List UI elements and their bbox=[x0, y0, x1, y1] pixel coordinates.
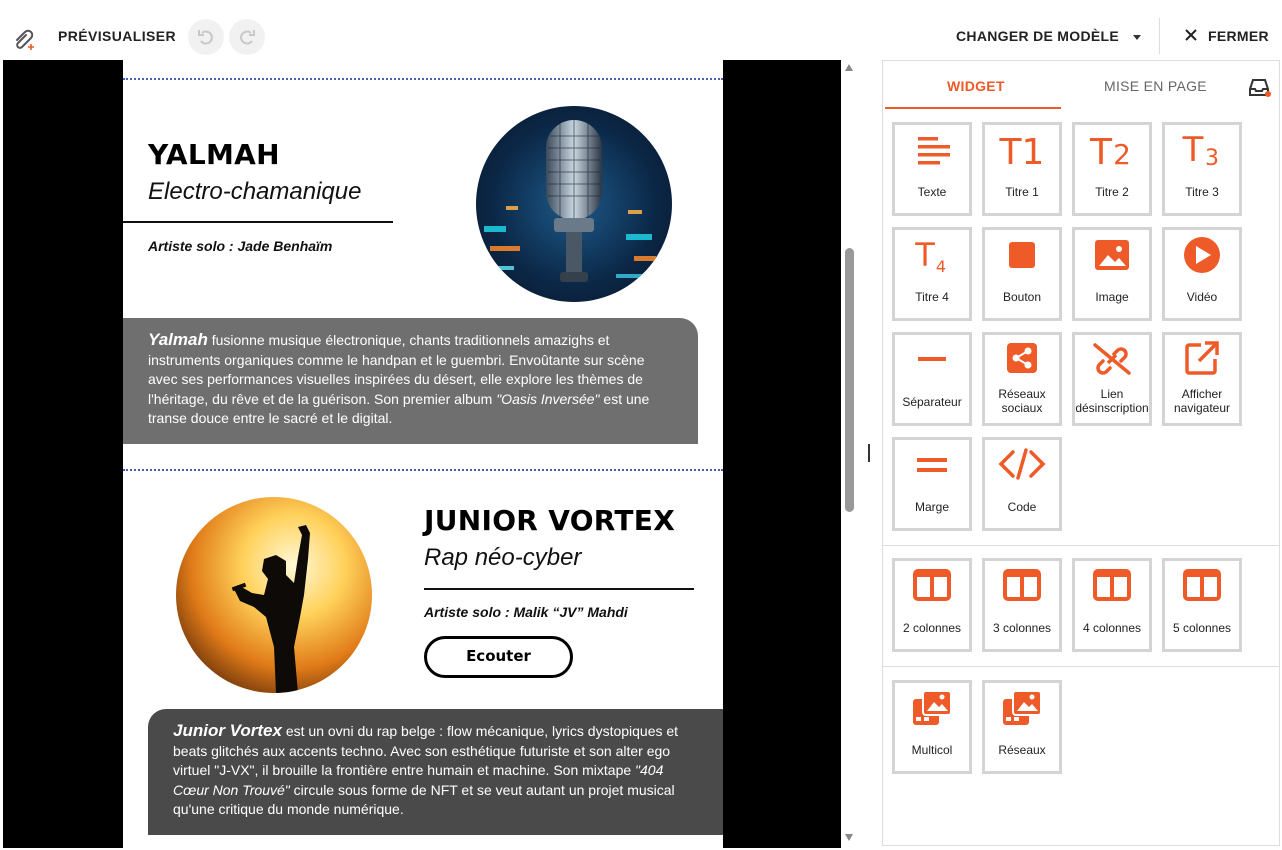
artist-1-bio-end: est une transe douce entre le sacré et le digital. bbox=[148, 390, 650, 427]
code-icon bbox=[985, 446, 1059, 482]
active-tab-indicator bbox=[885, 107, 1061, 109]
email-body[interactable] bbox=[123, 60, 723, 848]
svg-text:4: 4 bbox=[935, 257, 947, 276]
close-button[interactable]: FERMER bbox=[1208, 28, 1269, 44]
artist-1-bio-album: "Oasis Inversée" bbox=[496, 390, 600, 407]
scroll-up-icon[interactable] bbox=[845, 64, 853, 71]
panel-section-divider bbox=[883, 545, 1280, 546]
panel-resize-handle[interactable] bbox=[868, 444, 870, 462]
artist-2-bio-end: circule sous forme de NFT et se veut autant un projet musical qu'une critique du monde numérique. bbox=[173, 781, 675, 818]
editor-canvas[interactable] bbox=[3, 60, 841, 848]
chevron-down-icon[interactable] bbox=[1133, 35, 1141, 40]
widget-label: Code bbox=[1007, 500, 1037, 514]
widget-title-4[interactable] bbox=[892, 227, 972, 321]
widget-margin[interactable] bbox=[892, 437, 972, 531]
title-4-icon bbox=[895, 236, 969, 276]
widget-label: 4 colonnes bbox=[1082, 621, 1142, 635]
widget-browser-view[interactable] bbox=[1162, 332, 1242, 426]
attachment-add-icon[interactable] bbox=[10, 24, 38, 52]
widget-label: Titre 1 bbox=[1005, 185, 1039, 199]
artist-1-credit[interactable]: Artiste solo : Jade Benhaïm bbox=[148, 238, 333, 254]
widget-label: 5 colonnes bbox=[1172, 621, 1232, 635]
widget-text[interactable] bbox=[892, 122, 972, 216]
block-social[interactable] bbox=[982, 680, 1062, 774]
undo-icon bbox=[196, 27, 216, 47]
columns-icon bbox=[895, 567, 969, 603]
widget-label: Marge bbox=[914, 500, 949, 514]
gallery-icon bbox=[985, 687, 1059, 727]
artist-2-bio-text: est un ovni du rap belge : flow mécanique, lyrics dystopiques et beats glitchés aux accents techno. Avec son esthétique futuriste et son alter ego virtuel "J-VX", il brouille la frontière entre humain et machine. Son mixtape bbox=[173, 723, 679, 779]
widget-video[interactable] bbox=[1162, 227, 1242, 321]
widget-label: Multicol bbox=[911, 743, 953, 757]
tab-layout[interactable]: MISE EN PAGE bbox=[1104, 78, 1207, 94]
listen-button[interactable]: Ecouter bbox=[424, 636, 573, 678]
layout-3-columns[interactable] bbox=[982, 558, 1062, 652]
section-divider bbox=[123, 78, 723, 80]
artist-1-rule bbox=[123, 221, 393, 223]
svg-text:T: T bbox=[1182, 131, 1204, 170]
undo-button[interactable] bbox=[188, 19, 224, 55]
preview-button[interactable]: PRÉVISUALISER bbox=[58, 28, 176, 44]
widget-label: Réseaux bbox=[998, 743, 1046, 757]
artist-1-bio[interactable] bbox=[123, 318, 698, 444]
play-icon bbox=[1165, 236, 1239, 274]
layout-2-columns[interactable] bbox=[892, 558, 972, 652]
square-icon bbox=[985, 238, 1059, 274]
widget-label-line2: navigateur bbox=[1173, 401, 1231, 415]
widget-label: Bouton bbox=[1002, 290, 1042, 304]
svg-text:T1: T1 bbox=[999, 132, 1045, 171]
text-align-icon bbox=[895, 133, 969, 169]
artist-1-bio-name: Yalmah bbox=[148, 330, 208, 349]
toolbar-divider bbox=[1159, 18, 1160, 54]
widget-label-line2: désinscription bbox=[1075, 401, 1149, 415]
title-2-icon bbox=[1075, 131, 1149, 171]
columns-icon bbox=[1165, 567, 1239, 603]
close-icon[interactable] bbox=[1184, 28, 1198, 42]
scroll-down-icon[interactable] bbox=[845, 834, 853, 841]
widget-title-1[interactable] bbox=[982, 122, 1062, 216]
artist-2-bio-name: Junior Vortex bbox=[173, 721, 282, 740]
artist-1-bio-text: fusionne musique électronique, chants traditionnels amazighs et instruments organiques comme le handpan et le guembri. Envoûtante sur scène avec ses performances visuelles inspirées du désert, elle explore les thèmes de l'héritage, du rêve et de la guérison. Son premier album bbox=[148, 332, 645, 407]
widget-title-3[interactable] bbox=[1162, 122, 1242, 216]
inbox-settings-icon[interactable] bbox=[1247, 77, 1273, 99]
minus-icon bbox=[895, 343, 969, 379]
widget-label-line2: sociaux bbox=[1001, 401, 1043, 415]
title-1-icon bbox=[985, 131, 1059, 171]
redo-button[interactable] bbox=[229, 19, 265, 55]
widget-button[interactable] bbox=[982, 227, 1062, 321]
tab-widget[interactable]: WIDGET bbox=[947, 78, 1005, 94]
widget-social[interactable] bbox=[982, 332, 1062, 426]
section-divider bbox=[123, 469, 723, 471]
margin-icon bbox=[895, 448, 969, 484]
widget-label: Séparateur bbox=[902, 395, 962, 409]
title-3-icon bbox=[1165, 131, 1239, 171]
link-off-icon bbox=[1075, 341, 1149, 377]
share-icon bbox=[985, 341, 1059, 377]
svg-text:T: T bbox=[915, 236, 935, 274]
image-icon bbox=[1075, 238, 1149, 274]
artist-2-rule bbox=[424, 588, 694, 590]
microphone-image bbox=[476, 106, 672, 302]
svg-text:2: 2 bbox=[1113, 138, 1131, 171]
widget-label: Vidéo bbox=[1186, 290, 1218, 304]
artist-1-name[interactable]: YALMAH bbox=[148, 138, 280, 171]
svg-text:3: 3 bbox=[1205, 146, 1219, 171]
widget-separator[interactable] bbox=[892, 332, 972, 426]
widget-unsubscribe-link[interactable] bbox=[1072, 332, 1152, 426]
singer-silhouette-image bbox=[176, 497, 372, 693]
panel-section-divider bbox=[883, 666, 1280, 667]
widget-label: Titre 3 bbox=[1185, 185, 1219, 199]
layout-5-columns[interactable] bbox=[1162, 558, 1242, 652]
widget-title-2[interactable] bbox=[1072, 122, 1152, 216]
artist-2-photo[interactable] bbox=[176, 497, 372, 693]
redo-icon bbox=[237, 27, 257, 47]
widget-code[interactable] bbox=[982, 437, 1062, 531]
widget-label: 2 colonnes bbox=[902, 621, 962, 635]
artist-2-credit[interactable]: Artiste solo : Malik “JV” Mahdi bbox=[424, 604, 628, 620]
widget-label: 3 colonnes bbox=[992, 621, 1052, 635]
widget-label-line1: Lien bbox=[1100, 387, 1124, 401]
change-model-button[interactable]: CHANGER DE MODÈLE bbox=[956, 28, 1119, 44]
columns-icon bbox=[985, 567, 1059, 603]
widget-image[interactable] bbox=[1072, 227, 1152, 321]
gallery-icon bbox=[895, 687, 969, 727]
block-multicol[interactable] bbox=[892, 680, 972, 774]
columns-icon bbox=[1075, 567, 1149, 603]
widget-label-line1: Réseaux bbox=[998, 387, 1046, 401]
widget-label: Titre 4 bbox=[915, 290, 949, 304]
layout-4-columns[interactable] bbox=[1072, 558, 1152, 652]
widget-label-line1: Afficher bbox=[1181, 387, 1223, 401]
widget-label: Titre 2 bbox=[1095, 185, 1129, 199]
open-external-icon bbox=[1165, 341, 1239, 377]
artist-1-genre[interactable]: Electro-chamanique bbox=[148, 178, 362, 205]
artist-2-name[interactable]: JUNIOR VORTEX bbox=[424, 504, 676, 537]
artist-2-genre[interactable]: Rap néo-cyber bbox=[424, 544, 582, 571]
artist-1-photo[interactable] bbox=[476, 106, 672, 302]
artist-2-bio[interactable] bbox=[148, 709, 723, 835]
top-toolbar bbox=[0, 0, 1282, 60]
artist-2-bio-album: "404 Cœur Non Trouvé" bbox=[173, 762, 664, 798]
widget-panel bbox=[882, 60, 1280, 846]
scrollbar-thumb[interactable] bbox=[845, 248, 854, 512]
widget-label: Texte bbox=[917, 185, 947, 199]
widget-label: Image bbox=[1095, 290, 1129, 304]
svg-text:T: T bbox=[1090, 132, 1112, 171]
